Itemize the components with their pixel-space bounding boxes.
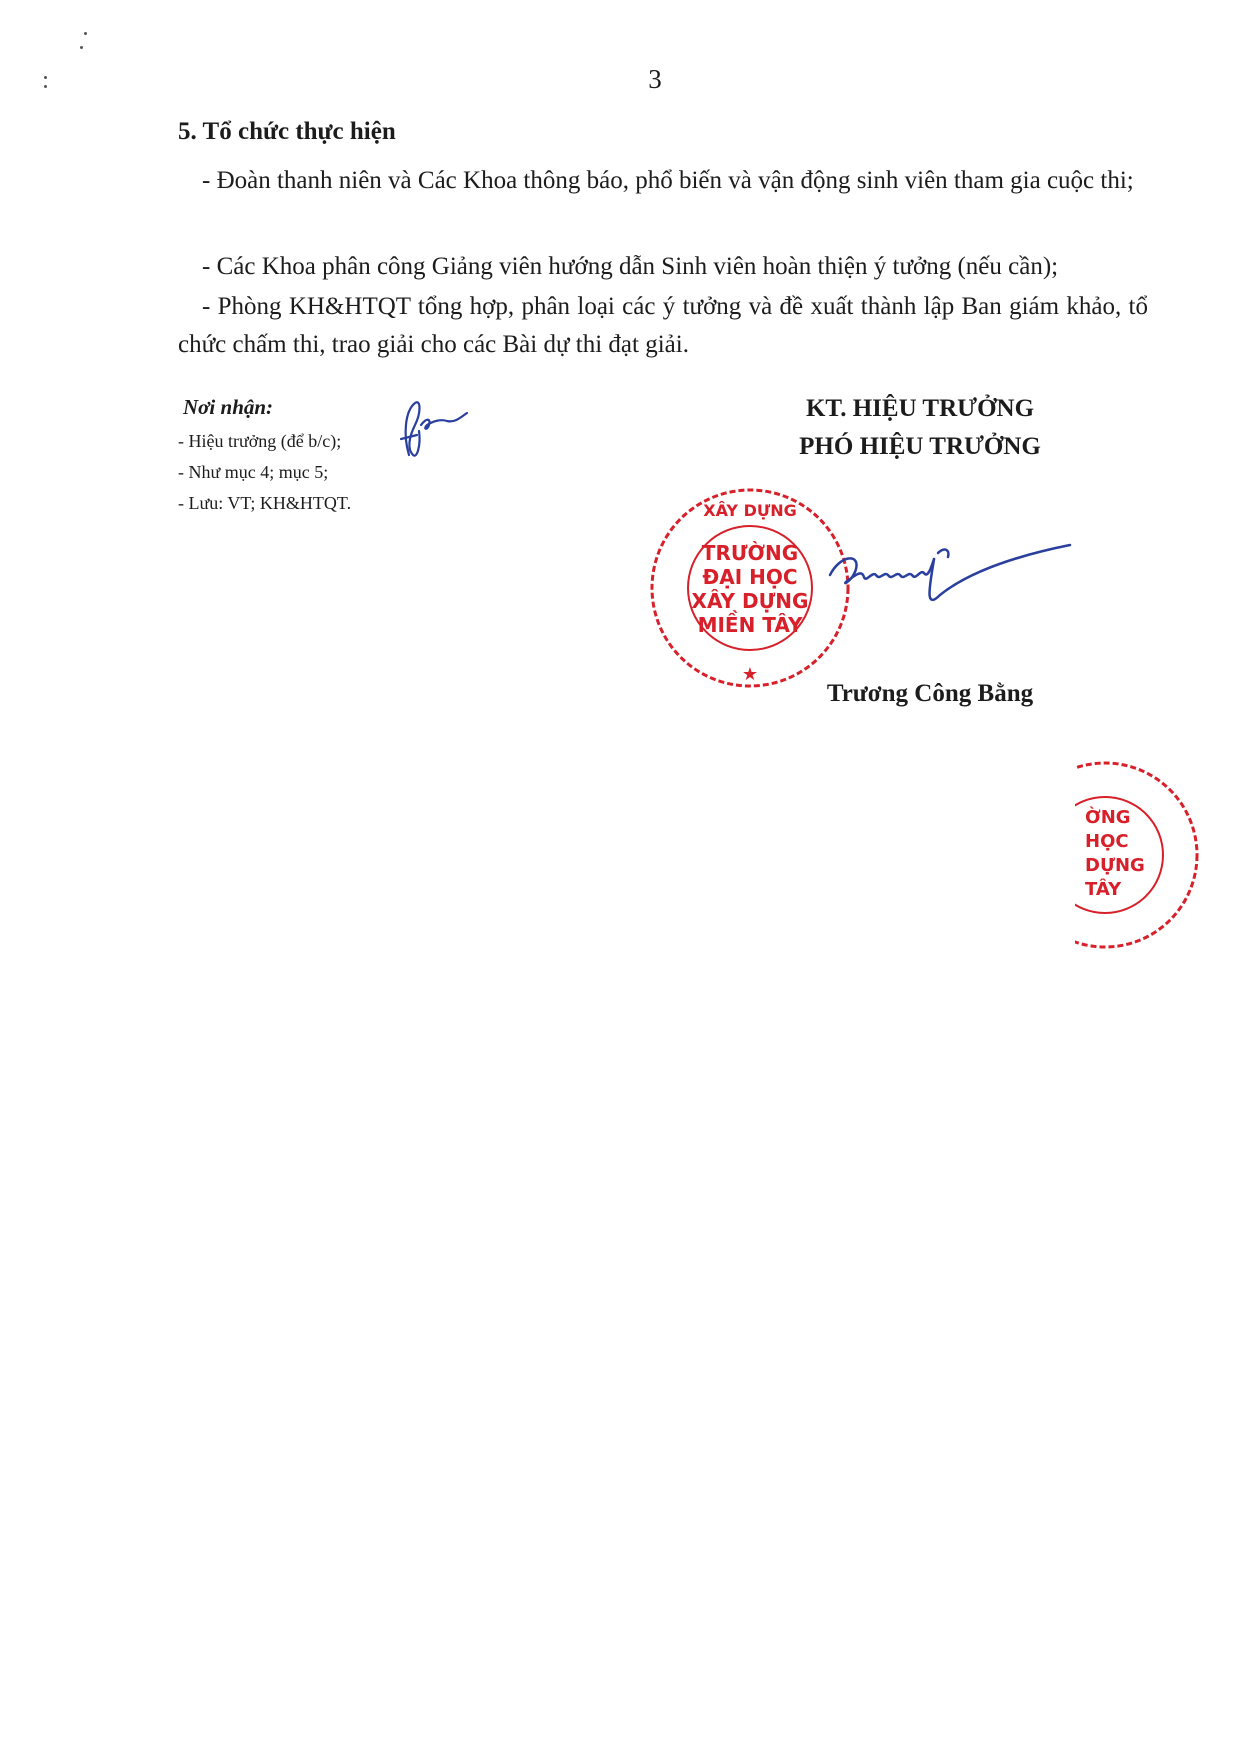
handwritten-signature-icon [820, 535, 1090, 645]
initials-signature-icon [395, 395, 475, 465]
partial-seal-text-2: HỌC [1085, 831, 1129, 852]
recipient-item: - Lưu: VT; KH&HTQT. [178, 493, 352, 513]
seal-text-2: ĐẠI HỌC [702, 565, 798, 589]
section-heading: 5. Tổ chức thực hiện [178, 118, 396, 145]
partial-seal-text-3: DỰNG [1085, 855, 1145, 876]
partial-seal-text-4: TÂY [1085, 879, 1122, 900]
paragraph-2: - Các Khoa phân công Giảng viên hướng dẫn Sinh viên hoàn thiện ý tưởng (nếu cần); [202, 253, 1059, 280]
recipient-item: - Như mục 4; mục 5; [178, 462, 329, 482]
scan-speck [44, 85, 47, 88]
scan-speck [44, 76, 47, 79]
signature-title-2: PHÓ HIỆU TRƯỞNG [799, 433, 1041, 460]
seal-text-4: MIỀN TÂY [697, 613, 803, 637]
signature-title-1: KT. HIỆU TRƯỞNG [805, 395, 1035, 422]
svg-text:★: ★ [741, 664, 759, 685]
signer-name: Trương Công Bằng [826, 680, 1034, 707]
seal-text-3: XÂY DỰNG [691, 589, 809, 613]
page-number: 3 [648, 64, 662, 94]
paragraph-1: - Đoàn thanh niên và Các Khoa thông báo, phổ biến và vận động sinh viên tham gia cuộc thi; [202, 167, 1134, 194]
partial-seal-icon [1075, 745, 1205, 965]
recipient-item: - Hiệu trưởng (để b/c); [178, 431, 342, 451]
recipients-title: Nơi nhận: [183, 395, 274, 419]
scan-speck [80, 46, 83, 49]
paragraph-3: - Phòng KH&HTQT tổng hợp, phân loại các ý tưởng và đề xuất thành lập Ban giám khảo, tổ chức chấm thi, trao giải cho các Bài dự thi đạt giải. [178, 293, 1148, 358]
scan-speck [84, 32, 87, 35]
seal-text-1: TRƯỜNG [701, 541, 799, 565]
partial-seal-text-1: ỜNG [1085, 807, 1131, 828]
seal-ring-text: XÂY DỰNG [703, 501, 797, 520]
